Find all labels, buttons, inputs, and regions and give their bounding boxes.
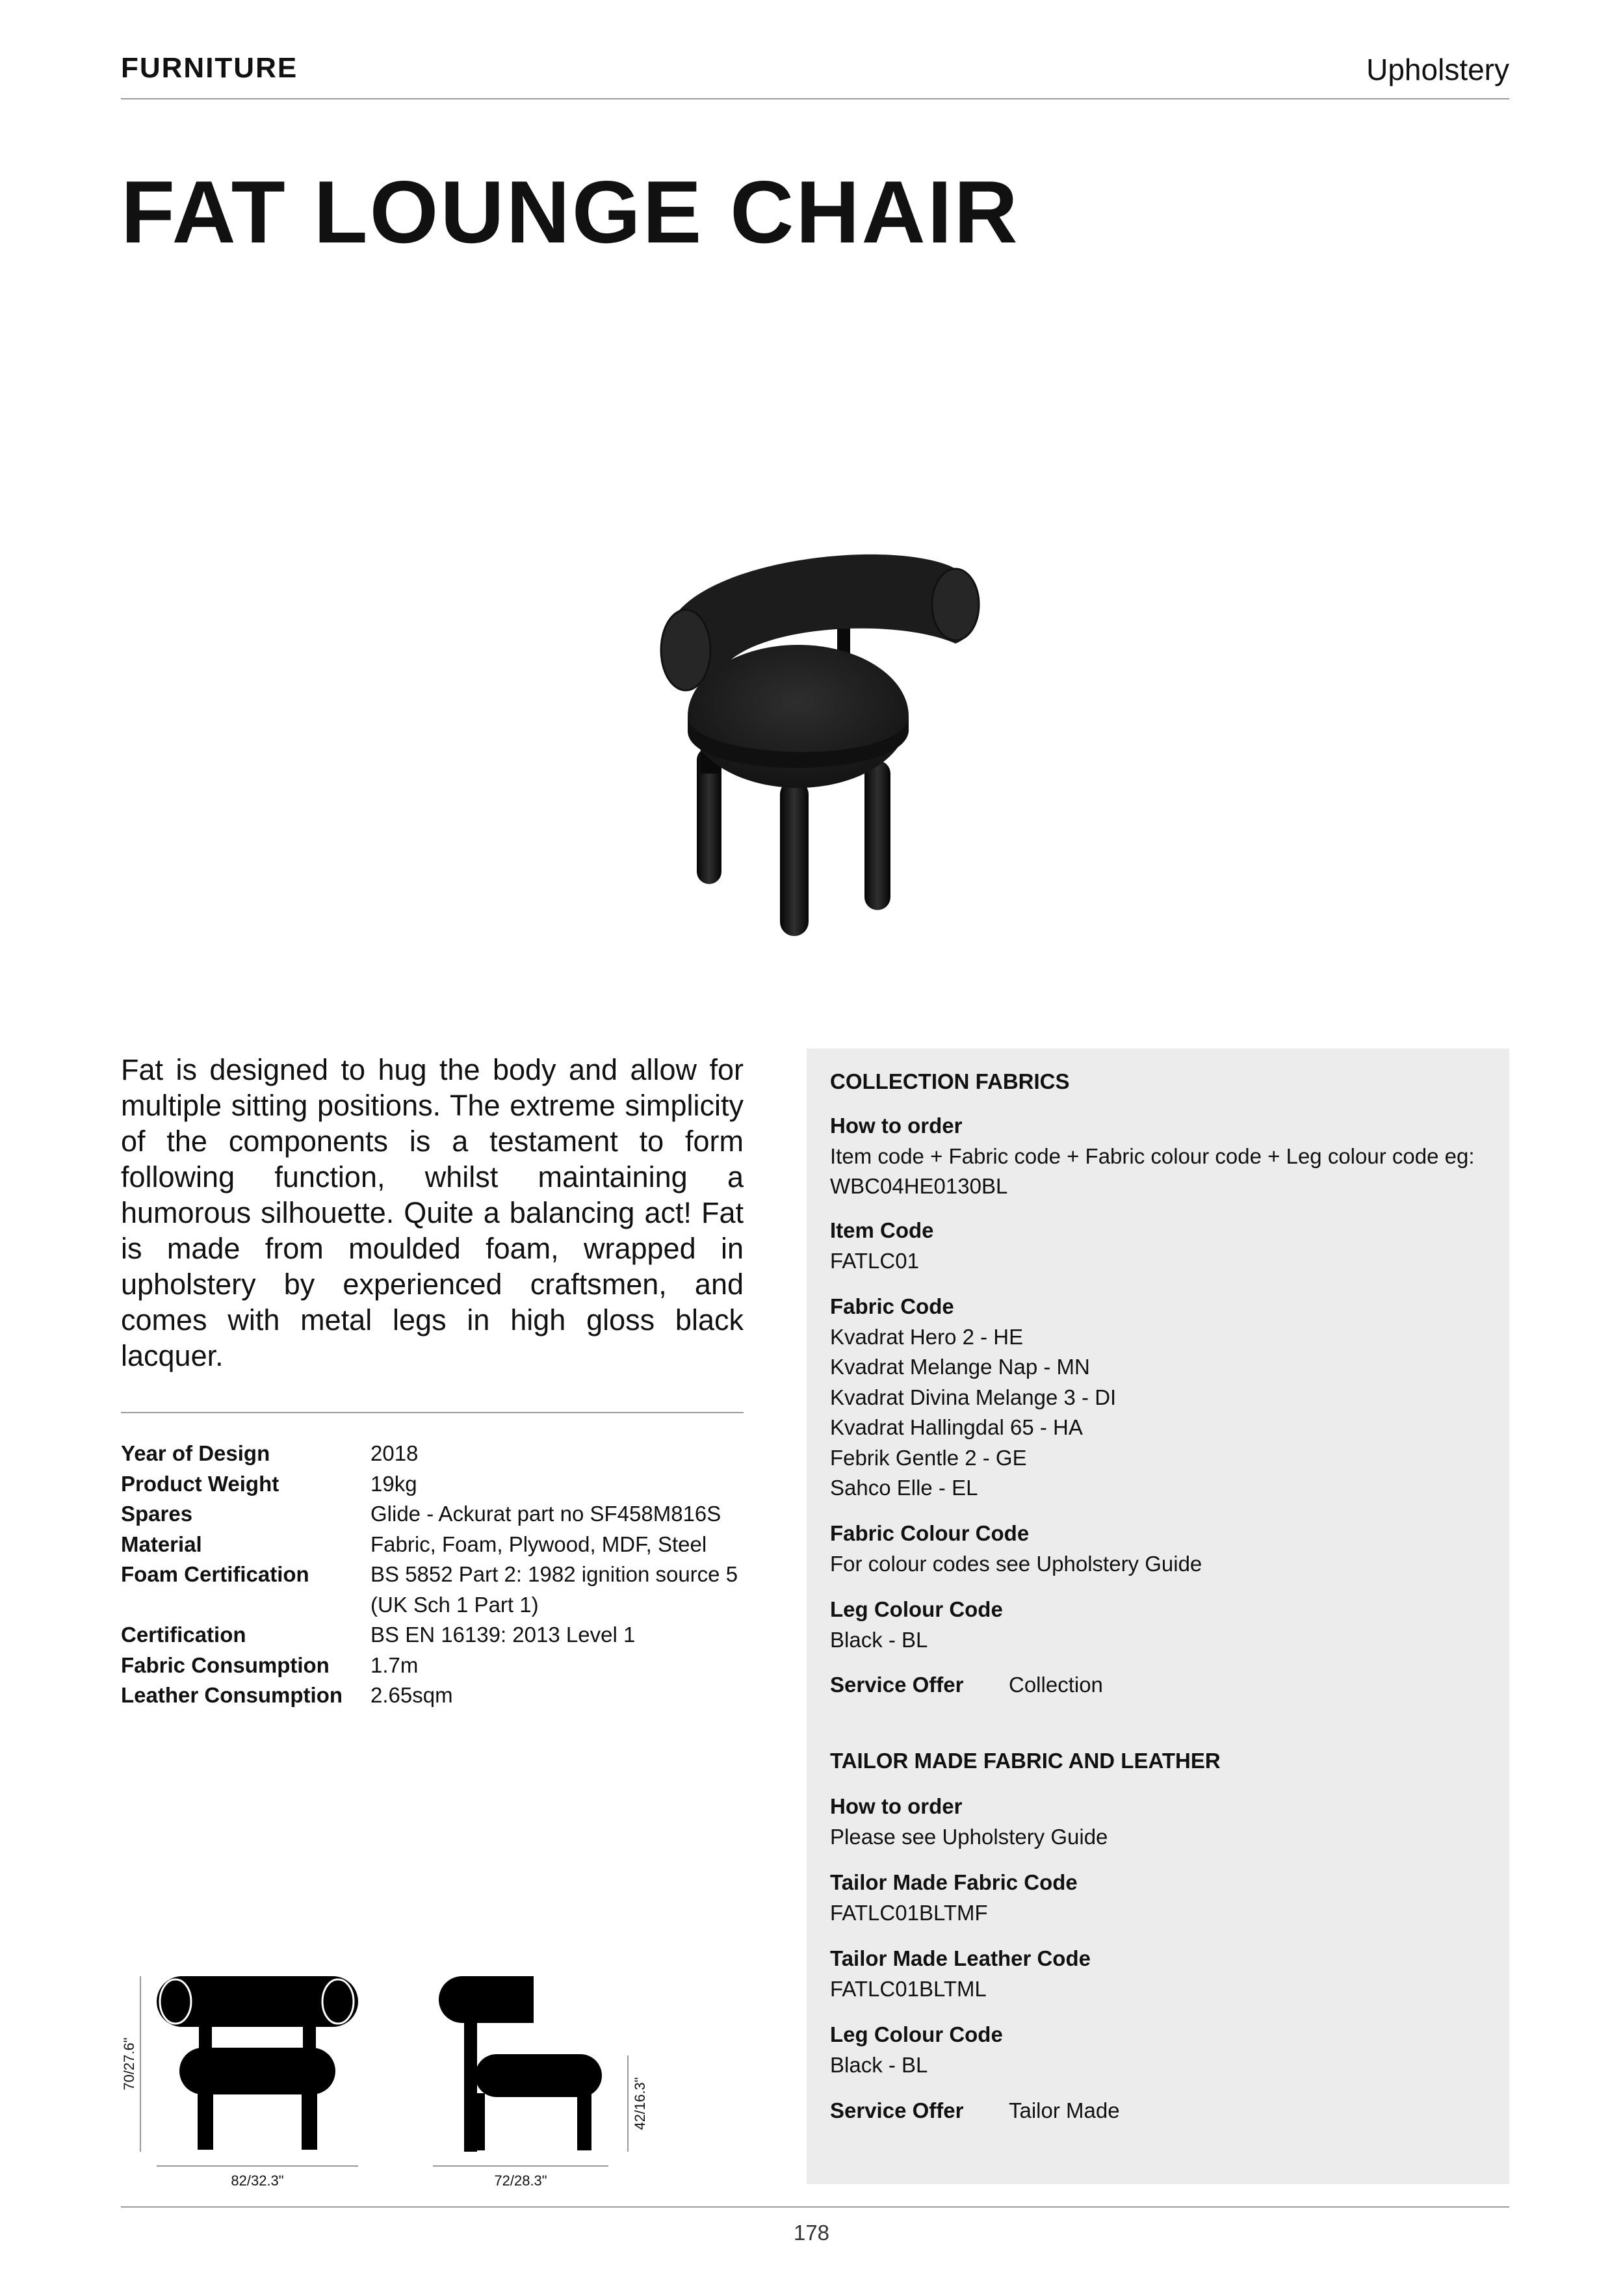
- spec-row: [121, 1469, 760, 1500]
- tailor-heading: TAILOR MADE FABRIC AND LEATHER: [830, 1749, 1221, 1773]
- spec-label: Material: [121, 1532, 202, 1556]
- spec-row: [121, 1530, 760, 1560]
- fabric-code-block: [830, 1292, 1116, 1504]
- collection-how-to-order: [830, 1111, 1480, 1202]
- item-code-block: [830, 1216, 934, 1276]
- product-description: Fat is designed to hug the body and allow for multiple sitting positions. The extreme simplicity of the components is a testament to form following function, whilst maintaining a humorous silhouette. Quite a balancing act! Fat is made from moulded foam, wrapped in upholstery by experienced craftsmen, and comes with metal legs in high gloss black lacquer.: [121, 1053, 744, 1372]
- tailor-leg-colour-block: [830, 2020, 1003, 2080]
- front-view-drawing: [140, 1976, 358, 2166]
- tailor-fabric-value: FATLC01BLTMF: [830, 1900, 988, 1925]
- leg-colour-block: [830, 1595, 1003, 1655]
- spec-row: [121, 1559, 760, 1620]
- leg-colour-label: Leg Colour Code: [830, 2022, 1003, 2046]
- tailor-leather-block: [830, 1944, 1091, 2004]
- how-to-order-label: How to order: [830, 1114, 963, 1138]
- side-view-drawing: [433, 1976, 628, 2166]
- header-category: FURNITURE: [121, 52, 298, 84]
- leg-colour-value: Black - BL: [830, 2052, 928, 2077]
- spec-value: 2.65sqm: [370, 1683, 453, 1707]
- spec-label: Foam Certification: [121, 1562, 309, 1586]
- spec-row: [121, 1439, 760, 1469]
- fabric-code-item: Kvadrat Divina Melange 3 - DI: [830, 1385, 1117, 1409]
- leg-colour-label: Leg Colour Code: [830, 1597, 1003, 1621]
- ordering-panel: [807, 1049, 1509, 2184]
- spec-value: 1.7m: [370, 1652, 419, 1677]
- service-offer-label: Service Offer: [830, 1673, 964, 1697]
- spec-row: [121, 1620, 760, 1650]
- how-to-order-value: Please see Upholstery Guide: [830, 1824, 1108, 1849]
- footer-divider: [121, 2206, 1509, 2208]
- how-to-order-value: Item code + Fabric code + Fabric colour code + Leg colour code eg: WBC04HE0130BL: [830, 1143, 1475, 1198]
- collection-heading: COLLECTION FABRICS: [830, 1069, 1070, 1093]
- spec-value: Glide - Ackurat part no SF458M816S: [370, 1502, 721, 1526]
- front-height-label: 70/27.6": [121, 2037, 137, 2091]
- item-code-value: FATLC01: [830, 1248, 919, 1273]
- spec-label: Year of Design: [121, 1441, 270, 1465]
- spec-label: Product Weight: [121, 1471, 279, 1496]
- service-offer-row: [830, 1670, 1103, 1701]
- product-image: [624, 546, 1014, 949]
- spec-label: Spares: [121, 1502, 193, 1526]
- page-number: 178: [793, 2221, 830, 2245]
- spec-label: Certification: [121, 1623, 246, 1647]
- service-offer-value: Collection: [1009, 1673, 1103, 1697]
- item-code-label: Item Code: [830, 1218, 934, 1242]
- fabric-code-label: Fabric Code: [830, 1294, 954, 1318]
- front-width-label: 82/32.3": [231, 2172, 284, 2189]
- how-to-order-label: How to order: [830, 1794, 963, 1818]
- tailor-leather-label: Tailor Made Leather Code: [830, 1946, 1091, 1970]
- spec-value: Fabric, Foam, Plywood, MDF, Steel: [370, 1532, 707, 1556]
- tailor-leather-value: FATLC01BLTML: [830, 1976, 987, 2001]
- service-offer-label: Service Offer: [830, 2098, 964, 2122]
- tailor-fabric-label: Tailor Made Fabric Code: [830, 1870, 1078, 1894]
- side-seat-height-label: 42/16.3": [632, 2077, 648, 2130]
- leg-colour-value: Black - BL: [830, 1627, 928, 1652]
- service-offer-value: Tailor Made: [1009, 2098, 1120, 2122]
- spec-label: Fabric Consumption: [121, 1652, 330, 1677]
- spec-value: BS 5852 Part 2: 1982 ignition source 5 (UK Sch 1 Part 1): [370, 1562, 738, 1617]
- spec-label: Leather Consumption: [121, 1683, 343, 1707]
- side-depth-label: 72/28.3": [494, 2172, 547, 2189]
- fabric-colour-block: [830, 1519, 1202, 1579]
- tailor-fabric-block: [830, 1868, 1078, 1928]
- fabric-code-item: Febrik Gentle 2 - GE: [830, 1445, 1027, 1470]
- tailor-how-to-order: [830, 1792, 1108, 1852]
- spec-row: [121, 1680, 760, 1711]
- fabric-code-item: Sahco Elle - EL: [830, 1476, 978, 1500]
- fabric-colour-value: For colour codes see Upholstery Guide: [830, 1551, 1202, 1576]
- spec-value: 19kg: [370, 1471, 417, 1496]
- spec-row: [121, 1499, 760, 1530]
- spec-row: [121, 1650, 760, 1681]
- specs-divider: [121, 1412, 744, 1413]
- dimension-drawings: [121, 1963, 693, 2204]
- page-title: FAT LOUNGE CHAIR: [121, 163, 1020, 261]
- spec-value: 2018: [370, 1441, 419, 1465]
- spec-value: BS EN 16139: 2013 Level 1: [370, 1623, 636, 1647]
- fabric-code-item: Kvadrat Hallingdal 65 - HA: [830, 1415, 1083, 1439]
- header-divider: [121, 98, 1509, 99]
- tailor-service-offer-row: [830, 2096, 1120, 2126]
- fabric-colour-label: Fabric Colour Code: [830, 1521, 1030, 1545]
- fabric-code-item: Kvadrat Hero 2 - HE: [830, 1324, 1024, 1349]
- header-section: Upholstery: [1366, 53, 1509, 86]
- fabric-code-item: Kvadrat Melange Nap - MN: [830, 1355, 1090, 1379]
- specs-table: [121, 1439, 760, 1711]
